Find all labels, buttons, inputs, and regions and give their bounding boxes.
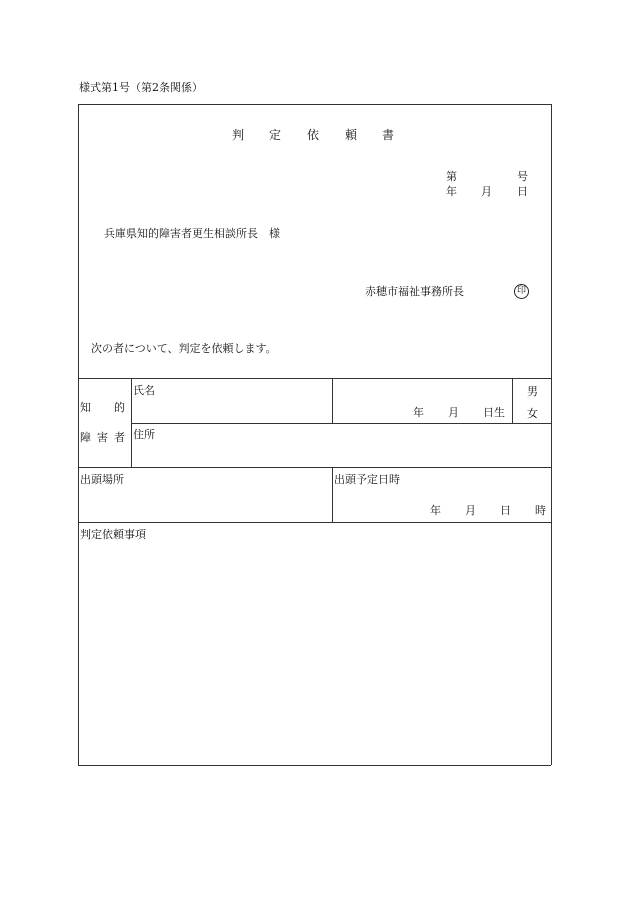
date-day: 日 xyxy=(517,185,528,198)
birth-day: 日生 xyxy=(483,406,505,419)
title-char: 書 xyxy=(382,128,395,142)
birth-year: 年 xyxy=(413,406,424,419)
title-char: 頼 xyxy=(345,128,358,142)
gender-female[interactable]: 女 xyxy=(527,407,538,420)
appt-hour: 時 xyxy=(535,504,546,517)
title-char: 依 xyxy=(307,128,320,142)
date-year: 年 xyxy=(446,185,457,198)
seal-mark: 印 xyxy=(514,284,529,299)
title-char: 定 xyxy=(269,128,282,142)
place-label: 出頭場所 xyxy=(80,473,124,486)
number-prefix: 第 xyxy=(446,170,457,183)
number-suffix: 号 xyxy=(517,170,528,183)
name-label: 氏名 xyxy=(133,384,155,397)
appt-month: 月 xyxy=(465,504,476,517)
matters-label: 判定依頼事項 xyxy=(80,528,146,541)
label-char: 障 xyxy=(80,431,91,444)
form-label: 様式第1号（第2条関係） xyxy=(79,81,203,94)
address-label: 住所 xyxy=(133,428,155,441)
appt-day: 日 xyxy=(500,504,511,517)
label-char: 的 xyxy=(114,401,125,414)
datetime-label: 出頭予定日時 xyxy=(334,473,400,486)
gender-male[interactable]: 男 xyxy=(527,385,538,398)
appt-year: 年 xyxy=(430,504,441,517)
birth-month: 月 xyxy=(448,406,459,419)
sender: 赤穂市福祉事務所長 xyxy=(365,285,464,298)
date-month: 月 xyxy=(481,185,492,198)
request-text: 次の者について、判定を依頼します。 xyxy=(91,342,277,355)
title-char: 判 xyxy=(232,128,245,142)
label-char: 知 xyxy=(80,401,91,414)
addressee: 兵庫県知的障害者更生相談所長 様 xyxy=(104,227,280,240)
label-char: 者 xyxy=(114,431,125,444)
label-char: 害 xyxy=(97,431,108,444)
